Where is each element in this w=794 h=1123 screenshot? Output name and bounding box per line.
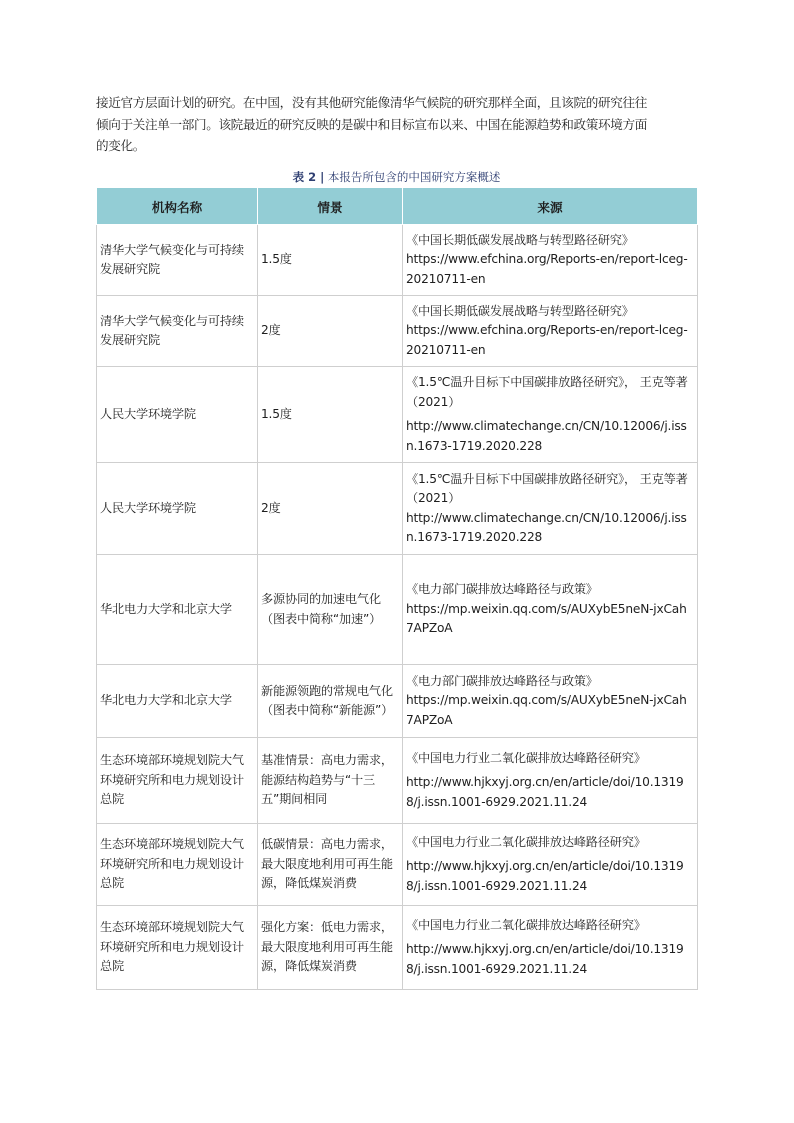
- scenario-cell: 多源协同的加速电气化（图表中简称“加速”）: [258, 555, 403, 665]
- source-title: 《中国电力行业二氧化碳排放达峰路径研究》: [406, 917, 646, 932]
- source-url[interactable]: https://www.efchina.org/Reports-en/report-lceg-20210711-en: [406, 252, 688, 286]
- source-url[interactable]: https://www.efchina.org/Reports-en/report-lceg-20210711-en: [406, 323, 688, 357]
- source-url[interactable]: http://www.hjkxyj.org.cn/en/article/doi/10.13198/j.issn.1001-6929.2021.11.24: [406, 775, 684, 809]
- source-url[interactable]: https://mp.weixin.qq.com/s/AUXybE5neN-jxCah7APZoA: [406, 601, 687, 636]
- scenario-cell: 1.5度: [258, 225, 403, 296]
- table-caption-label: 表 2 |: [292, 170, 325, 184]
- table-row: [97, 367, 698, 463]
- source-cell: [403, 367, 698, 463]
- institution-cell: 清华大学气候变化与可持续发展研究院: [97, 225, 258, 296]
- header-scenario: 情景: [258, 188, 403, 225]
- source-title: 《1.5℃温升目标下中国碳排放路径研究》， 王克等著（2021）: [406, 471, 688, 505]
- intro-line: 的变化。: [96, 138, 145, 153]
- table-row: [97, 555, 698, 665]
- source-title: 《中国长期低碳发展战略与转型路径研究》: [406, 303, 634, 318]
- source-url[interactable]: http://www.hjkxyj.org.cn/en/article/doi/10.13198/j.issn.1001-6929.2021.11.24: [406, 859, 684, 893]
- institution-cell: 生态环境部环境规划院大气环境研究所和电力规划设计总院: [97, 738, 258, 824]
- source-cell: [403, 824, 698, 906]
- scenario-cell: 2度: [258, 296, 403, 367]
- source-url[interactable]: http://www.climatechange.cn/CN/10.12006/j.issn.1673-1719.2020.228: [406, 510, 687, 544]
- institution-cell: 清华大学气候变化与可持续发展研究院: [97, 296, 258, 367]
- table-row: [97, 463, 698, 555]
- table-row: [97, 738, 698, 824]
- source-cell: [403, 296, 698, 367]
- source-url[interactable]: http://www.climatechange.cn/CN/10.12006/j.issn.1673-1719.2020.228: [406, 419, 687, 453]
- source-cell: [403, 906, 698, 990]
- scenario-cell: 2度: [258, 463, 403, 555]
- scenario-cell: 基准情景：高电力需求，能源结构趋势与“十三五”期间相同: [258, 738, 403, 824]
- institution-cell: 生态环境部环境规划院大气环境研究所和电力规划设计总院: [97, 824, 258, 906]
- intro-line: 倾向于关注单一部门。该院最近的研究反映的是碳中和目标宣布以来、中国在能源趋势和政策环境方面: [96, 116, 647, 132]
- table-row: [97, 906, 698, 990]
- scenario-cell: 低碳情景：高电力需求，最大限度地利用可再生能源，降低煤炭消费: [258, 824, 403, 906]
- header-source: 来源: [403, 188, 698, 225]
- header-institution: 机构名称: [97, 188, 258, 225]
- table-caption: [96, 169, 697, 185]
- institution-cell: 人民大学环境学院: [97, 463, 258, 555]
- source-title: 《1.5℃温升目标下中国碳排放路径研究》， 王克等著（2021）: [406, 375, 688, 409]
- source-url[interactable]: https://mp.weixin.qq.com/s/AUXybE5neN-jxCah7APZoA: [406, 693, 687, 727]
- source-title: 《电力部门碳排放达峰路径与政策》: [406, 582, 598, 597]
- scenario-cell: 强化方案：低电力需求，最大限度地利用可再生能源，降低煤炭消费: [258, 906, 403, 990]
- intro-paragraph: [96, 92, 702, 157]
- source-cell: [403, 463, 698, 555]
- institution-cell: 华北电力大学和北京大学: [97, 555, 258, 665]
- table-row: [97, 665, 698, 738]
- source-cell: [403, 665, 698, 738]
- source-cell: [403, 738, 698, 824]
- source-cell: [403, 555, 698, 665]
- institution-cell: 生态环境部环境规划院大气环境研究所和电力规划设计总院: [97, 906, 258, 990]
- intro-line: 接近官方层面计划的研究。在中国，没有其他研究能像清华气候院的研究那样全面，且该院的研究往往: [96, 95, 647, 110]
- source-url[interactable]: http://www.hjkxyj.org.cn/en/article/doi/10.13198/j.issn.1001-6929.2021.11.24: [406, 942, 684, 976]
- table-row: [97, 225, 698, 296]
- scenario-cell: 1.5度: [258, 367, 403, 463]
- scenario-table: [96, 187, 698, 990]
- source-title: 《电力部门碳排放达峰路径与政策》: [406, 673, 598, 688]
- scenario-cell: 新能源领跑的常规电气化（图表中简称“新能源”）: [258, 665, 403, 738]
- source-title: 《中国电力行业二氧化碳排放达峰路径研究》: [406, 834, 646, 849]
- table-row: [97, 824, 698, 906]
- institution-cell: 华北电力大学和北京大学: [97, 665, 258, 738]
- table-caption-text: 本报告所包含的中国研究方案概述: [324, 170, 501, 184]
- table-header-row: [97, 188, 698, 225]
- source-cell: [403, 225, 698, 296]
- source-title: 《中国电力行业二氧化碳排放达峰路径研究》: [406, 750, 646, 765]
- institution-cell: 人民大学环境学院: [97, 367, 258, 463]
- source-title: 《中国长期低碳发展战略与转型路径研究》: [406, 232, 634, 247]
- table-row: [97, 296, 698, 367]
